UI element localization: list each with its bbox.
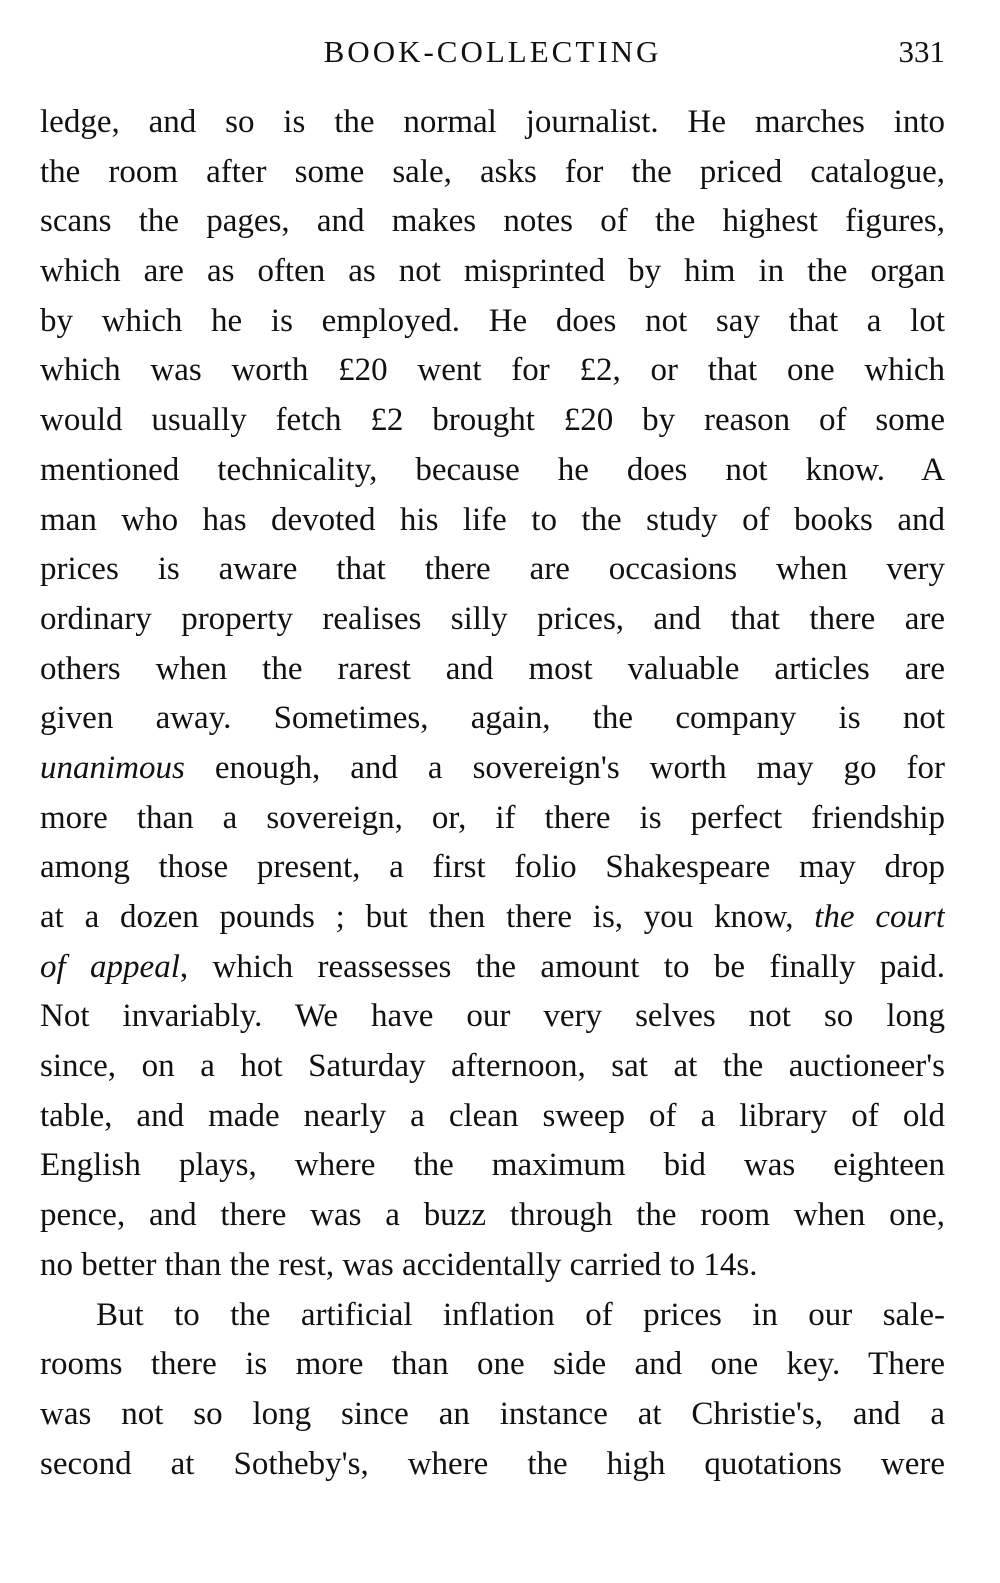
text-line: But to the artificial inflation of prices in our sale- bbox=[96, 1296, 945, 1333]
text-line: ledge, and so is the normal journalist. He marches into bbox=[40, 104, 945, 140]
body-text bbox=[40, 98, 945, 1489]
text-line: others when the rarest and most valuable articles are bbox=[40, 650, 945, 687]
text-segment: enough, and a sovereign's worth may go for bbox=[184, 749, 945, 786]
text-line: Not invariably. We have our very selves not so long bbox=[40, 998, 945, 1035]
italic-phrase: the court bbox=[814, 899, 945, 935]
text-line: pence, and there was a buzz through the room when one, bbox=[40, 1197, 945, 1234]
text-segment: , which reassesses the amount to be finally paid. bbox=[179, 948, 945, 985]
text-line: the room after some sale, asks for the priced catalogue, bbox=[40, 153, 945, 190]
text-line: among those present, a first folio Shakespeare may drop bbox=[40, 849, 945, 886]
text-line bbox=[40, 744, 945, 794]
text-line: which are as often as not misprinted by him in the organ bbox=[40, 253, 945, 290]
text-line: prices is aware that there are occasions when very bbox=[40, 551, 945, 588]
text-segment: at a dozen pounds ; but then there is, you know, bbox=[40, 899, 815, 935]
text-line: would usually fetch £2 brought £20 by reason of some bbox=[40, 402, 945, 439]
text-line: since, on a hot Saturday afternoon, sat at the auctioneer's bbox=[40, 1048, 945, 1085]
text-line bbox=[40, 893, 945, 943]
text-line: which was worth £20 went for £2, or that one which bbox=[40, 352, 945, 389]
text-line: no better than the rest, was accidentally carried to 14s. bbox=[40, 1246, 758, 1283]
text-line: given away. Sometimes, again, the company is not bbox=[40, 700, 945, 737]
text-line: was not so long since an instance at Christie's, and a bbox=[40, 1395, 945, 1432]
text-line: scans the pages, and makes notes of the highest figures, bbox=[40, 203, 945, 240]
text-line: man who has devoted his life to the study of books and bbox=[40, 501, 945, 538]
text-line: by which he is employed. He does not say that a lot bbox=[40, 302, 945, 339]
text-line: rooms there is more than one side and one key. There bbox=[40, 1346, 945, 1383]
running-head bbox=[40, 32, 945, 72]
page-number: 331 bbox=[898, 34, 945, 69]
text-line: table, and made nearly a clean sweep of a library of old bbox=[40, 1097, 945, 1134]
italic-phrase: of appeal bbox=[40, 948, 180, 985]
text-line: more than a sovereign, or, if there is perfect friendship bbox=[40, 799, 945, 836]
text-line: English plays, where the maximum bid was eighteen bbox=[40, 1147, 945, 1184]
text-line: second at Sotheby's, where the high quotations were bbox=[40, 1445, 945, 1482]
running-title: BOOK-COLLECTING bbox=[323, 34, 662, 69]
italic-phrase: unanimous bbox=[40, 749, 185, 786]
text-line: mentioned technicality, because he does not know. A bbox=[40, 451, 945, 488]
text-line: ordinary property realises silly prices, and that there are bbox=[40, 600, 945, 637]
text-line bbox=[40, 943, 945, 993]
